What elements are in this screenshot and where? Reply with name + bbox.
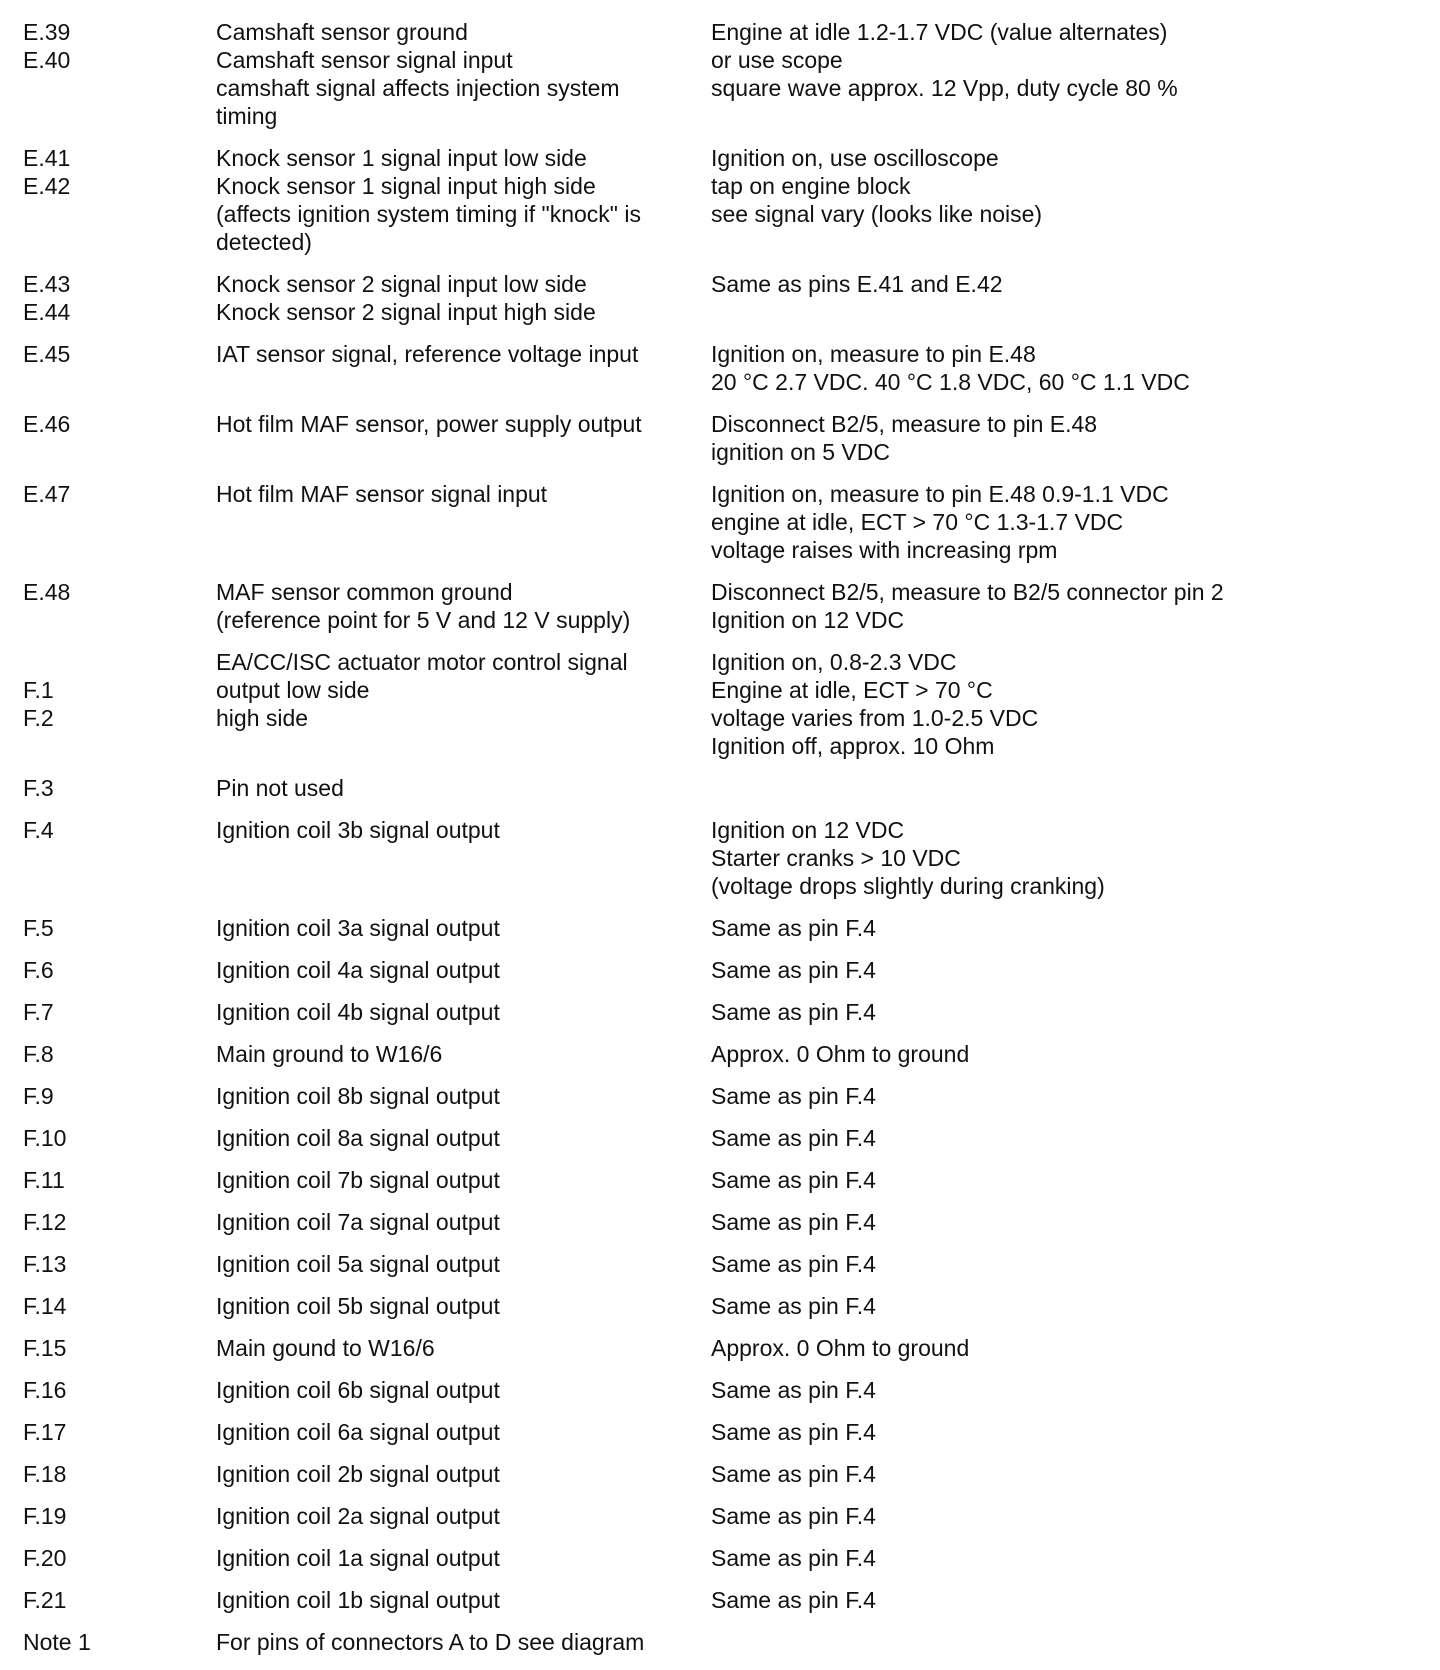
test-cell-line: Same as pin F.4 bbox=[711, 1167, 876, 1193]
table-row bbox=[0, 774, 1440, 802]
test-cell bbox=[711, 480, 1431, 564]
test-cell bbox=[711, 1208, 1431, 1236]
test-cell bbox=[711, 1502, 1431, 1530]
function-cell-line: timing bbox=[216, 103, 278, 129]
function-cell-line: Ignition coil 8b signal output bbox=[216, 1083, 500, 1109]
table-row bbox=[0, 1292, 1440, 1320]
pin-cell bbox=[23, 340, 193, 368]
pin-cell bbox=[23, 1502, 193, 1530]
pin-cell-line: F.7 bbox=[23, 999, 54, 1025]
table-row bbox=[0, 1124, 1440, 1152]
test-cell-line: tap on engine block bbox=[711, 173, 911, 199]
pin-cell-line: E.39 bbox=[23, 19, 71, 45]
table-row bbox=[0, 480, 1440, 564]
function-cell bbox=[216, 1502, 696, 1530]
test-cell-line: Ignition on, measure to pin E.48 bbox=[711, 341, 1036, 367]
table-row bbox=[0, 1334, 1440, 1362]
test-cell-line: Same as pin F.4 bbox=[711, 1503, 876, 1529]
pin-cell bbox=[23, 480, 193, 508]
function-cell-line: For pins of connectors A to D see diagram bbox=[216, 1629, 645, 1655]
test-cell bbox=[711, 18, 1431, 102]
test-cell-line: square wave approx. 12 Vpp, duty cycle 80 % bbox=[711, 75, 1178, 101]
pin-cell bbox=[23, 18, 193, 74]
pin-cell-line: E.40 bbox=[23, 47, 71, 73]
test-cell-line: Same as pin F.4 bbox=[711, 1545, 876, 1571]
pin-cell-line bbox=[23, 648, 193, 676]
pin-cell-line: Note 1 bbox=[23, 1629, 91, 1655]
function-cell bbox=[216, 578, 696, 634]
table-row bbox=[0, 956, 1440, 984]
test-cell-line: voltage varies from 1.0-2.5 VDC bbox=[711, 705, 1039, 731]
pin-cell-line: E.46 bbox=[23, 411, 71, 437]
function-cell bbox=[216, 816, 696, 844]
function-cell-line: detected) bbox=[216, 229, 312, 255]
test-cell-line: Approx. 0 Ohm to ground bbox=[711, 1041, 970, 1067]
table-row bbox=[0, 410, 1440, 466]
pin-cell bbox=[23, 956, 193, 984]
table-row bbox=[0, 1628, 1440, 1656]
function-cell-line: Ignition coil 3b signal output bbox=[216, 817, 500, 843]
table-row bbox=[0, 816, 1440, 900]
function-cell-line: high side bbox=[216, 705, 309, 731]
pin-cell bbox=[23, 1418, 193, 1446]
pin-cell-line: F.19 bbox=[23, 1503, 67, 1529]
function-cell bbox=[216, 774, 696, 802]
function-cell-line: MAF sensor common ground bbox=[216, 579, 513, 605]
test-cell-line: Disconnect B2/5, measure to B2/5 connector pin 2 bbox=[711, 579, 1224, 605]
pin-cell bbox=[23, 270, 193, 326]
function-cell-line: Hot film MAF sensor signal input bbox=[216, 481, 548, 507]
test-cell bbox=[711, 1418, 1431, 1446]
function-cell-line: camshaft signal affects injection system bbox=[216, 75, 620, 101]
function-cell bbox=[216, 1376, 696, 1404]
function-cell-line: (affects ignition system timing if "knock" is bbox=[216, 201, 641, 227]
function-cell-line: Knock sensor 1 signal input high side bbox=[216, 173, 596, 199]
function-cell-line: Main gound to W16/6 bbox=[216, 1335, 435, 1361]
pin-cell-line: F.5 bbox=[23, 915, 54, 941]
function-cell bbox=[216, 270, 696, 326]
function-cell bbox=[216, 1418, 696, 1446]
test-cell-line: see signal vary (looks like noise) bbox=[711, 201, 1043, 227]
test-cell-line: ignition on 5 VDC bbox=[711, 439, 890, 465]
pin-cell-line: F.6 bbox=[23, 957, 54, 983]
test-cell-line: Same as pins E.41 and E.42 bbox=[711, 271, 1003, 297]
table-row bbox=[0, 1082, 1440, 1110]
pin-cell-line: F.10 bbox=[23, 1125, 67, 1151]
function-cell-line: Camshaft sensor ground bbox=[216, 19, 468, 45]
pin-cell-line: F.9 bbox=[23, 1083, 54, 1109]
test-cell bbox=[711, 914, 1431, 942]
test-cell-line: Engine at idle 1.2-1.7 VDC (value alternates) bbox=[711, 19, 1168, 45]
table-row bbox=[0, 144, 1440, 256]
function-cell bbox=[216, 1460, 696, 1488]
function-cell bbox=[216, 1208, 696, 1236]
test-cell-line: Same as pin F.4 bbox=[711, 957, 876, 983]
table-row bbox=[0, 1544, 1440, 1572]
pin-cell-line: F.18 bbox=[23, 1461, 67, 1487]
test-cell-line: Same as pin F.4 bbox=[711, 999, 876, 1025]
pin-cell-line: F.2 bbox=[23, 705, 54, 731]
test-cell bbox=[711, 410, 1431, 466]
pin-cell bbox=[23, 1082, 193, 1110]
table-row bbox=[0, 1040, 1440, 1068]
pin-cell-line: F.21 bbox=[23, 1587, 67, 1613]
function-cell-line: Knock sensor 1 signal input low side bbox=[216, 145, 587, 171]
test-cell-line: Same as pin F.4 bbox=[711, 1461, 876, 1487]
pin-cell bbox=[23, 1544, 193, 1572]
test-cell-line: Starter cranks > 10 VDC bbox=[711, 845, 961, 871]
pin-cell-line: F.13 bbox=[23, 1251, 67, 1277]
function-cell bbox=[216, 1250, 696, 1278]
function-cell-line: Ignition coil 1a signal output bbox=[216, 1545, 500, 1571]
pin-cell-line: F.20 bbox=[23, 1545, 67, 1571]
test-cell-line: Same as pin F.4 bbox=[711, 1587, 876, 1613]
test-cell-line: Same as pin F.4 bbox=[711, 1377, 876, 1403]
pin-cell-line: F.15 bbox=[23, 1335, 67, 1361]
function-cell bbox=[216, 648, 696, 732]
function-cell bbox=[216, 956, 696, 984]
test-cell-line: Same as pin F.4 bbox=[711, 1419, 876, 1445]
test-cell-line: engine at idle, ECT > 70 °C 1.3-1.7 VDC bbox=[711, 509, 1124, 535]
function-cell bbox=[216, 914, 696, 942]
function-cell-line: (reference point for 5 V and 12 V supply) bbox=[216, 607, 631, 633]
test-cell bbox=[711, 270, 1431, 298]
function-cell-line: Ignition coil 4a signal output bbox=[216, 957, 500, 983]
function-cell-line: output low side bbox=[216, 677, 370, 703]
function-cell-line: Ignition coil 6b signal output bbox=[216, 1377, 500, 1403]
function-cell-line: Ignition coil 1b signal output bbox=[216, 1587, 500, 1613]
table-row bbox=[0, 578, 1440, 634]
function-cell-line: Hot film MAF sensor, power supply output bbox=[216, 411, 642, 437]
table-row bbox=[0, 1460, 1440, 1488]
test-cell bbox=[711, 1082, 1431, 1110]
test-cell bbox=[711, 956, 1431, 984]
function-cell-line: Pin not used bbox=[216, 775, 344, 801]
function-cell-line: Ignition coil 5a signal output bbox=[216, 1251, 500, 1277]
pin-cell-line: F.3 bbox=[23, 775, 54, 801]
table-row bbox=[0, 1166, 1440, 1194]
table-row bbox=[0, 1208, 1440, 1236]
function-cell-line: Knock sensor 2 signal input high side bbox=[216, 299, 596, 325]
test-cell bbox=[711, 1460, 1431, 1488]
test-cell-line: Ignition on, 0.8-2.3 VDC bbox=[711, 649, 957, 675]
test-cell-line: Disconnect B2/5, measure to pin E.48 bbox=[711, 411, 1098, 437]
test-cell-line: Engine at idle, ECT > 70 °C bbox=[711, 677, 993, 703]
test-cell-line: Same as pin F.4 bbox=[711, 1125, 876, 1151]
test-cell-line: Ignition on 12 VDC bbox=[711, 607, 905, 633]
pin-cell bbox=[23, 1628, 193, 1656]
test-cell-line: Ignition on 12 VDC bbox=[711, 817, 905, 843]
test-cell bbox=[711, 816, 1431, 900]
test-cell-line: 20 °C 2.7 VDC. 40 °C 1.8 VDC, 60 °C 1.1 VDC bbox=[711, 369, 1190, 395]
function-cell-line: Ignition coil 8a signal output bbox=[216, 1125, 500, 1151]
pin-cell-line: F.17 bbox=[23, 1419, 67, 1445]
test-cell-line: or use scope bbox=[711, 47, 843, 73]
pin-cell bbox=[23, 774, 193, 802]
test-cell bbox=[711, 648, 1431, 760]
pin-cell bbox=[23, 1208, 193, 1236]
test-cell-line: Same as pin F.4 bbox=[711, 1209, 876, 1235]
function-cell bbox=[216, 410, 696, 438]
pin-cell-line: E.42 bbox=[23, 173, 71, 199]
function-cell-line: Ignition coil 4b signal output bbox=[216, 999, 500, 1025]
pin-cell-line: F.1 bbox=[23, 677, 54, 703]
pin-cell bbox=[23, 1292, 193, 1320]
test-cell bbox=[711, 1124, 1431, 1152]
pin-cell bbox=[23, 816, 193, 844]
pin-cell bbox=[23, 578, 193, 606]
function-cell bbox=[216, 1334, 696, 1362]
function-cell-line: EA/CC/ISC actuator motor control signal bbox=[216, 649, 628, 675]
function-cell bbox=[216, 1586, 696, 1614]
table-row bbox=[0, 914, 1440, 942]
function-cell bbox=[216, 998, 696, 1026]
pin-cell-line: E.47 bbox=[23, 481, 71, 507]
test-cell-line: Same as pin F.4 bbox=[711, 1083, 876, 1109]
function-cell bbox=[216, 18, 696, 130]
pin-cell bbox=[23, 144, 193, 200]
pin-cell bbox=[23, 914, 193, 942]
test-cell-line: Ignition off, approx. 10 Ohm bbox=[711, 733, 995, 759]
pin-cell-line: F.16 bbox=[23, 1377, 67, 1403]
pin-cell-line: E.41 bbox=[23, 145, 71, 171]
test-cell bbox=[711, 578, 1431, 634]
pin-cell bbox=[23, 1460, 193, 1488]
function-cell-line: Ignition coil 6a signal output bbox=[216, 1419, 500, 1445]
pin-cell bbox=[23, 1586, 193, 1614]
table-row bbox=[0, 1418, 1440, 1446]
test-cell-line: voltage raises with increasing rpm bbox=[711, 537, 1058, 563]
pin-cell bbox=[23, 998, 193, 1026]
function-cell bbox=[216, 1166, 696, 1194]
function-cell-line: Ignition coil 2b signal output bbox=[216, 1461, 500, 1487]
test-cell bbox=[711, 144, 1431, 228]
pin-cell-line: E.45 bbox=[23, 341, 71, 367]
function-cell bbox=[216, 1040, 696, 1068]
test-cell bbox=[711, 1292, 1431, 1320]
function-cell-line: Camshaft sensor signal input bbox=[216, 47, 513, 73]
function-cell bbox=[216, 1124, 696, 1152]
pin-cell-line: F.12 bbox=[23, 1209, 67, 1235]
table-row bbox=[0, 340, 1440, 396]
pin-cell bbox=[23, 1124, 193, 1152]
test-cell bbox=[711, 1040, 1431, 1068]
test-cell bbox=[711, 340, 1431, 396]
pin-cell-line: E.44 bbox=[23, 299, 71, 325]
function-cell-line: Ignition coil 5b signal output bbox=[216, 1293, 500, 1319]
test-cell-line: Ignition on, use oscilloscope bbox=[711, 145, 999, 171]
test-cell-line: Same as pin F.4 bbox=[711, 1251, 876, 1277]
table-row bbox=[0, 1376, 1440, 1404]
test-cell-line: Approx. 0 Ohm to ground bbox=[711, 1335, 970, 1361]
function-cell-line: IAT sensor signal, reference voltage input bbox=[216, 341, 639, 367]
pin-cell bbox=[23, 648, 193, 732]
function-cell-line: Knock sensor 2 signal input low side bbox=[216, 271, 587, 297]
pin-cell bbox=[23, 410, 193, 438]
pin-cell-line: F.14 bbox=[23, 1293, 67, 1319]
pin-cell-line: F.8 bbox=[23, 1041, 54, 1067]
function-cell-line: Ignition coil 7b signal output bbox=[216, 1167, 500, 1193]
pin-cell bbox=[23, 1166, 193, 1194]
test-cell-line: Ignition on, measure to pin E.48 0.9-1.1 VDC bbox=[711, 481, 1169, 507]
function-cell bbox=[216, 144, 696, 256]
function-cell-line: Ignition coil 3a signal output bbox=[216, 915, 500, 941]
pin-cell-line: F.4 bbox=[23, 817, 54, 843]
pin-cell-line: E.48 bbox=[23, 579, 71, 605]
table-row bbox=[0, 270, 1440, 326]
test-cell-line: Same as pin F.4 bbox=[711, 1293, 876, 1319]
function-cell bbox=[216, 480, 696, 508]
pin-cell-line: F.11 bbox=[23, 1167, 65, 1193]
table-row bbox=[0, 998, 1440, 1026]
table-row bbox=[0, 18, 1440, 130]
test-cell-line: (voltage drops slightly during cranking) bbox=[711, 873, 1105, 899]
table-row bbox=[0, 648, 1440, 760]
function-cell bbox=[216, 1082, 696, 1110]
pin-cell bbox=[23, 1376, 193, 1404]
function-cell-line: Ignition coil 7a signal output bbox=[216, 1209, 500, 1235]
pin-cell bbox=[23, 1040, 193, 1068]
test-cell bbox=[711, 1544, 1431, 1572]
test-cell bbox=[711, 998, 1431, 1026]
table-row bbox=[0, 1250, 1440, 1278]
test-cell-line: Same as pin F.4 bbox=[711, 915, 876, 941]
function-cell-line: Ignition coil 2a signal output bbox=[216, 1503, 500, 1529]
test-cell bbox=[711, 1334, 1431, 1362]
test-cell bbox=[711, 1166, 1431, 1194]
pin-cell bbox=[23, 1334, 193, 1362]
table-row bbox=[0, 1502, 1440, 1530]
function-cell bbox=[216, 1544, 696, 1572]
function-cell bbox=[216, 340, 696, 368]
function-cell bbox=[216, 1628, 696, 1656]
pin-cell bbox=[23, 1250, 193, 1278]
function-cell-line: Main ground to W16/6 bbox=[216, 1041, 443, 1067]
test-cell bbox=[711, 1586, 1431, 1614]
pin-cell-line: E.43 bbox=[23, 271, 71, 297]
test-cell bbox=[711, 1376, 1431, 1404]
function-cell bbox=[216, 1292, 696, 1320]
table-row bbox=[0, 1586, 1440, 1614]
test-cell bbox=[711, 1250, 1431, 1278]
